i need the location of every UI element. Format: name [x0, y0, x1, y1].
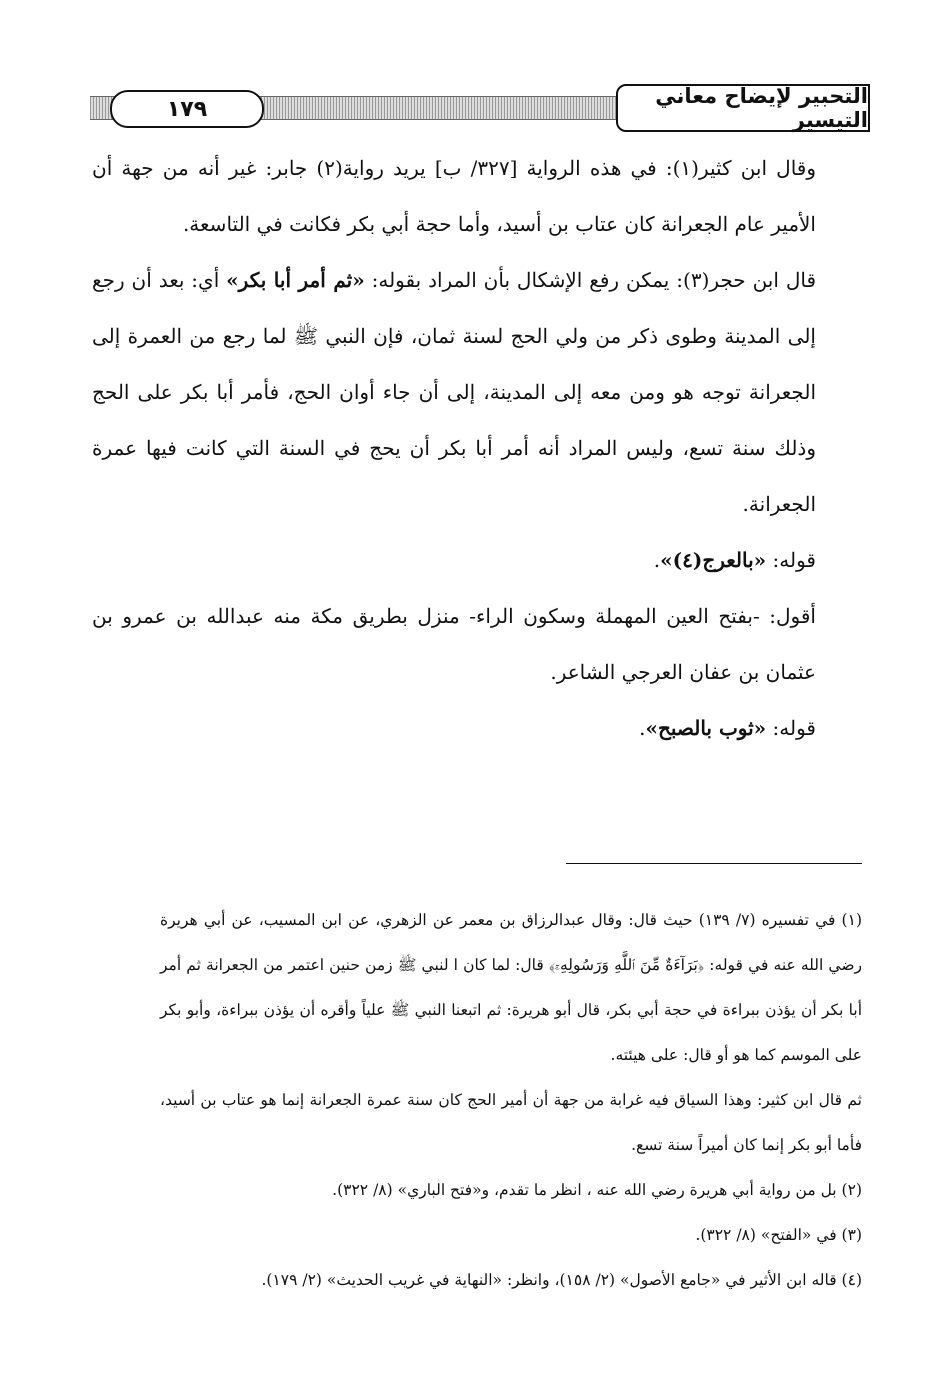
footnote-separator	[566, 863, 862, 864]
paragraph-ibn-hajar	[92, 252, 864, 532]
heading-bil-arj: قوله: «بالعرج(٤)».	[653, 548, 816, 572]
footnote-3: (٣) في «الفتح» (٨/ ٣٢٢).	[695, 1226, 862, 1244]
paragraph-ibn-hajar-rest: أي: بعد أن رجع إلى المدينة وطوى ذكر من ولي الحج لسنة ثمان، فإن النبي ﷺ لما رجع من العمرة إلى الجعرانة توجه هو ومن معه إلى المدينة، إلى أن جاء أوان الحج، فأمر أبا بكر على الحج وذلك سنة تسع، وليس المراد أنه أمر أبا بكر أن يحج في السنة التي كانت فيها عمرة الجعرانة.	[92, 268, 816, 516]
quoted-phrase: «بالعرج(٤)»	[660, 548, 767, 572]
main-text	[92, 140, 864, 756]
paragraph-aqul: أقول: -بفتح العين المهملة وسكون الراء- منزل بطريق مكة منه عبدالله بن عمرو بن عثمان بن عفان العرجي الشاعر.	[92, 604, 816, 684]
page-number: ١٧٩	[110, 90, 264, 128]
quoted-phrase: «ثم أمر أبا بكر»	[226, 268, 365, 292]
book-title: التحبير لإيضاح معاني التيسير	[616, 84, 870, 132]
quoted-phrase: «ثوب بالصبح»	[645, 716, 767, 740]
heading-thuwwib: قوله: «ثوب بالصبح».	[639, 716, 816, 740]
paragraph-ibn-hajar-intro: قال ابن حجر(٣): يمكن رفع الإشكال بأن المراد بقوله:	[364, 268, 816, 292]
paragraph-ibn-kathir: وقال ابن كثير(١): في هذه الرواية [٣٢٧/ ب] يريد رواية(٢) جابر: غير أنه من جهة أن الأمير عام الجعرانة كان عتاب بن أسيد، وأما حجة أبي بكر فكانت في التاسعة.	[92, 156, 817, 236]
page-header	[90, 82, 870, 134]
footnotes	[160, 898, 862, 1303]
footnote-4: (٤) قاله ابن الأثير في «جامع الأصول» (٢/ ١٥٨)، وانظر: «النهاية في غريب الحديث» (٢/ ١٧٩).	[261, 1271, 862, 1289]
footnote-1: (١) في تفسيره (٧/ ١٣٩) حيث قال: وقال عبدالرزاق بن معمر عن الزهري، عن ابن المسيب، عن أبي هريرة رضي الله عنه في قوله: ﴿بَرَآءَةٌ مِّنَ ٱللَّهِ وَرَسُولِهِۦٓ﴾ قال: لما كان ا لنبي ﷺ زمن حنين اعتمر من الجعرانة ثم أمر أبا بكر أن يؤذن ببراءة في حجة أبي بكر، قال أبو هريرة: ثم اتبعنا النبي ﷺ علياً وأقره أن يؤذن ببراءة، وأبو بكر على الموسم كما هو أو قال: على هيئته.	[160, 911, 862, 1064]
footnote-2: (٢) بل من رواية أبي هريرة رضي الله عنه ، انظر ما تقدم، و«فتح الباري» (٨/ ٣٢٢).	[332, 1181, 862, 1199]
footnote-1-continued: ثم قال ابن كثير: وهذا السياق فيه غرابة من جهة أن أمير الحج كان سنة عمرة الجعرانة إنما هو عتاب بن أسيد، فأما أبو بكر إنما كان أميراً سنة تسع.	[160, 1091, 862, 1154]
